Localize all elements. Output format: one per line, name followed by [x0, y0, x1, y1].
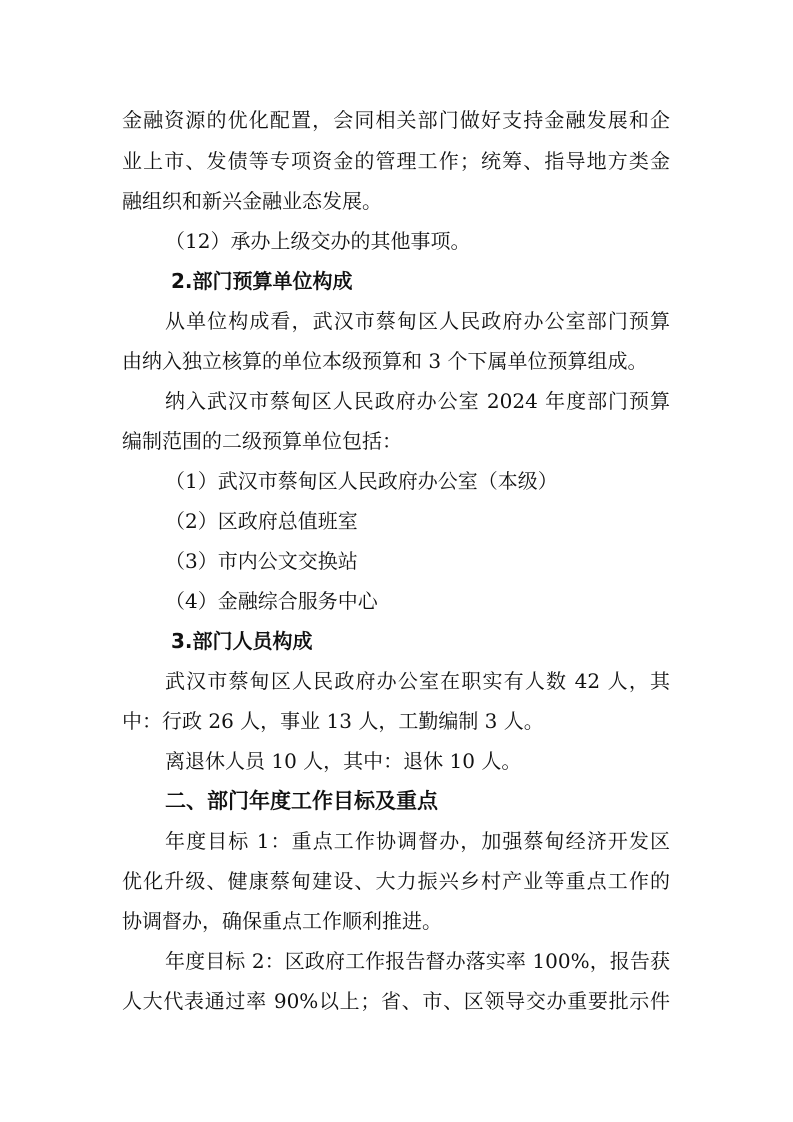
text-line: 纳入武汉市蔡甸区人民政府办公室 2024 年度部门预算 — [165, 389, 670, 413]
section-heading: 2.部门预算单位构成 — [171, 269, 353, 293]
text-line: 协调督办，确保重点工作顺利推进。 — [122, 909, 442, 933]
section-heading: 3.部门人员构成 — [171, 629, 313, 653]
chapter-heading: 二、部门年度工作目标及重点 — [165, 789, 438, 813]
list-item: （1）武汉市蔡甸区人民政府办公室（本级） — [165, 469, 558, 493]
text-line: 年度目标 1：重点工作协调督办，加强蔡甸经济开发区 — [165, 829, 670, 853]
text-line: 年度目标 2：区政府工作报告督办落实率 100%，报告获 — [165, 949, 670, 973]
list-item: （4）金融综合服务中心 — [165, 589, 378, 613]
text-line: 由纳入独立核算的单位本级预算和 3 个下属单位预算组成。 — [122, 349, 648, 373]
text-line: 编制范围的二级预算单位包括： — [122, 429, 402, 453]
text-line: 武汉市蔡甸区人民政府办公室在职实有人数 42 人，其 — [165, 669, 670, 693]
text-line: 优化升级、健康蔡甸建设、大力振兴乡村产业等重点工作的 — [122, 869, 670, 893]
text-line: 业上市、发债等专项资金的管理工作；统筹、指导地方类金 — [122, 149, 670, 173]
text-line: 人大代表通过率 90%以上；省、市、区领导交办重要批示件 — [122, 989, 670, 1013]
text-line: 离退休人员 10 人，其中：退休 10 人。 — [165, 749, 522, 773]
list-item: （3）市内公文交换站 — [165, 549, 358, 573]
text-line: 中：行政 26 人，事业 13 人，工勤编制 3 人。 — [122, 709, 544, 733]
text-line: 从单位构成看，武汉市蔡甸区人民政府办公室部门预算 — [165, 309, 670, 333]
list-item: （12）承办上级交办的其他事项。 — [165, 229, 471, 253]
text-line: 融组织和新兴金融业态发展。 — [122, 189, 382, 213]
list-item: （2）区政府总值班室 — [165, 509, 358, 533]
text-line: 金融资源的优化配置，会同相关部门做好支持金融发展和企 — [122, 108, 670, 132]
